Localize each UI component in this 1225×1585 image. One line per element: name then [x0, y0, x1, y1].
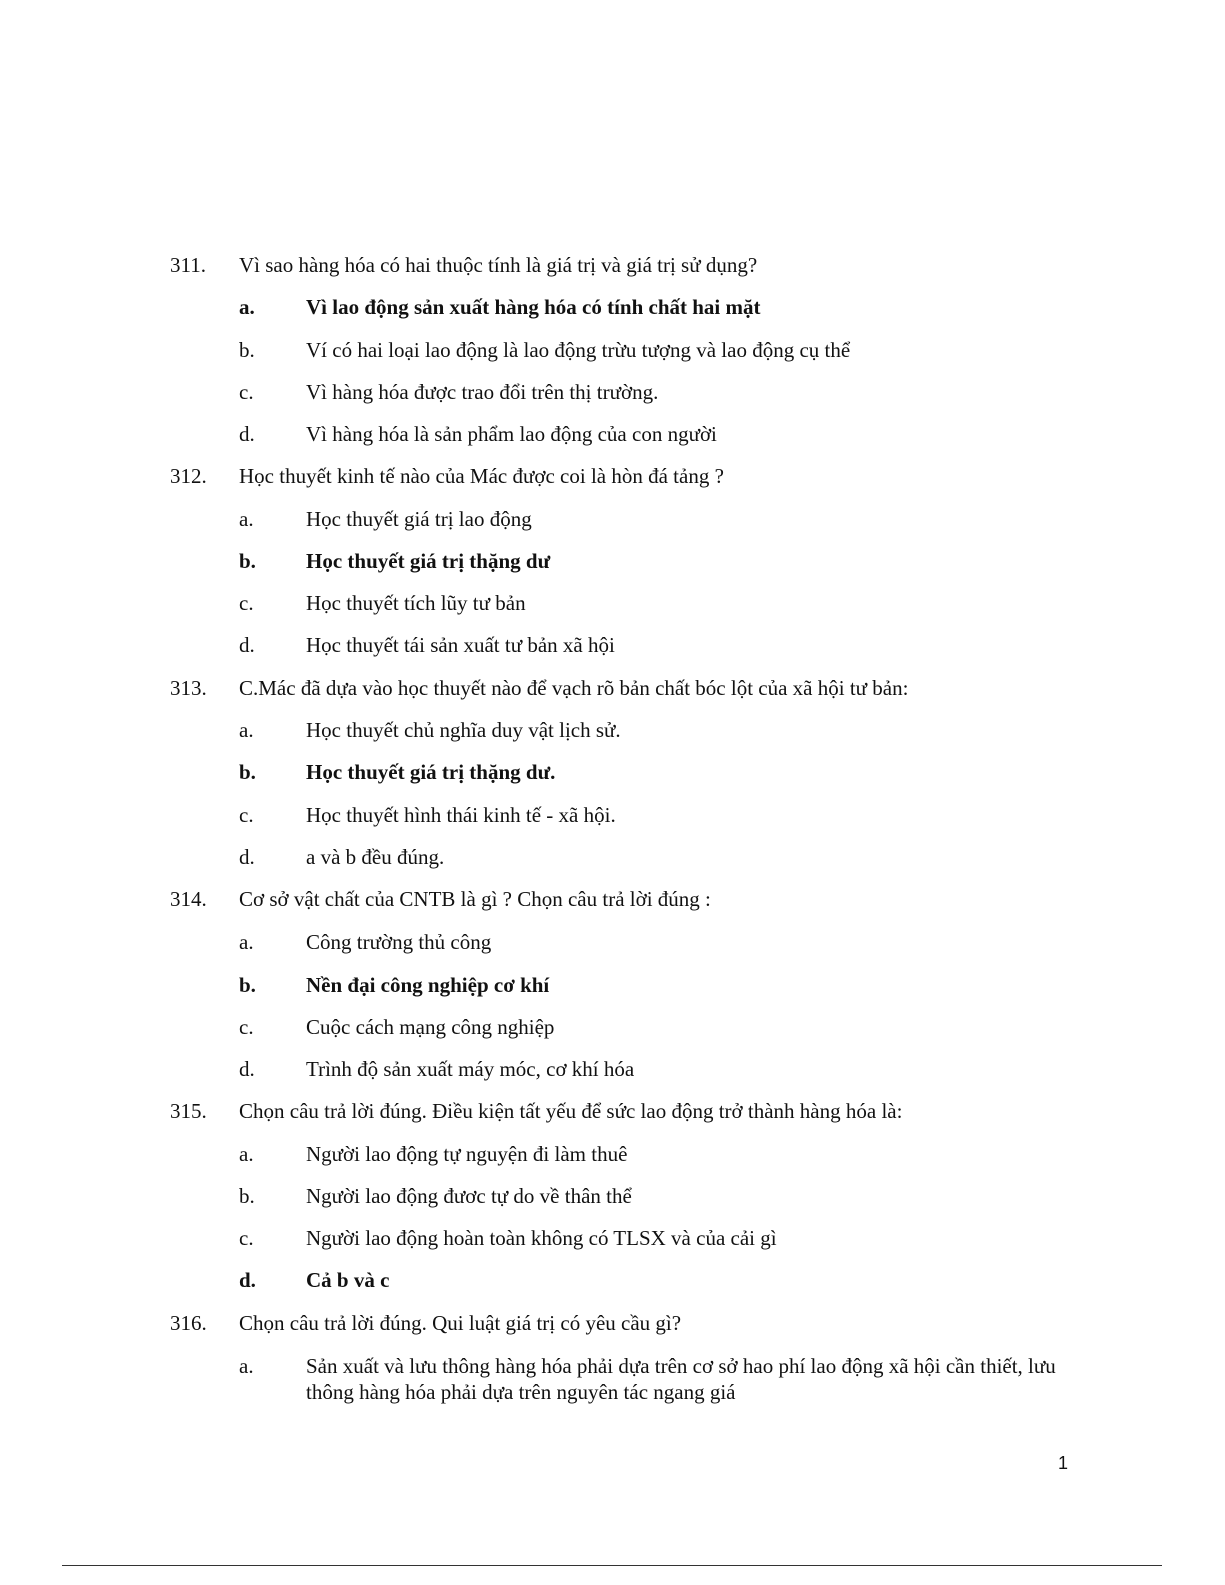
- option-label: a.: [239, 1354, 254, 1378]
- option-text: Người lao động tự nguyện đi làm thuê: [306, 1142, 628, 1166]
- option-label: c.: [239, 1226, 254, 1250]
- option-text: Học thuyết giá trị thặng dư: [306, 549, 551, 573]
- option-text: Vì hàng hóa là sản phẩm lao động của con người: [306, 422, 717, 446]
- option-label: d.: [239, 845, 255, 869]
- option-label: c.: [239, 380, 254, 404]
- question-text: C.Mác đã dựa vào học thuyết nào để vạch rõ bản chất bóc lột của xã hội tư bản:: [239, 676, 909, 700]
- option-text: Trình độ sản xuất máy móc, cơ khí hóa: [306, 1057, 635, 1081]
- option-label: a.: [239, 295, 255, 319]
- option-label: b.: [239, 338, 255, 362]
- option-text: Học thuyết hình thái kinh tế - xã hội.: [306, 803, 616, 827]
- option-label: a.: [239, 507, 254, 531]
- question-number: 312.: [170, 464, 207, 488]
- question-text: Cơ sở vật chất của CNTB là gì ? Chọn câu trả lời đúng :: [239, 887, 711, 911]
- question-text: Chọn câu trả lời đúng. Qui luật giá trị có yêu cầu gì?: [239, 1311, 682, 1335]
- option-text: Học thuyết giá trị thặng dư.: [306, 760, 556, 784]
- option-label: d.: [239, 1268, 256, 1292]
- option-text: Vì hàng hóa được trao đổi trên thị trường.: [306, 380, 659, 404]
- option-label: a.: [239, 1142, 254, 1166]
- question-text: Chọn câu trả lời đúng. Điều kiện tất yếu để sức lao động trở thành hàng hóa là:: [239, 1099, 903, 1123]
- option-text: Học thuyết tích lũy tư bản: [306, 591, 526, 615]
- question-number: 316.: [170, 1311, 207, 1335]
- question-text: Vì sao hàng hóa có hai thuộc tính là giá trị và giá trị sử dụng?: [239, 253, 758, 277]
- option-text: Học thuyết giá trị lao động: [306, 507, 532, 531]
- option-text: Vì lao động sản xuất hàng hóa có tính chất hai mặt: [306, 295, 761, 319]
- option-text: Người lao động đươc tự do về thân thể: [306, 1184, 632, 1208]
- option-label: d.: [239, 1057, 255, 1081]
- option-text: Công trường thủ công: [306, 930, 492, 954]
- page-bottom-divider: [62, 1565, 1162, 1566]
- option-text: Sản xuất và lưu thông hàng hóa phải dựa trên cơ sở hao phí lao động xã hội cần thiết, lưu thông hàng hóa phải dựa trên nguyên tác ngang giá: [306, 1354, 1056, 1404]
- question-text: Học thuyết kinh tế nào của Mác được coi là hòn đá tảng ?: [239, 464, 724, 488]
- option-text: Ví có hai loại lao động là lao động trừu tượng và lao động cụ thể: [306, 338, 851, 362]
- option-label: b.: [239, 760, 256, 784]
- question-number: 315.: [170, 1099, 207, 1123]
- option-text: Người lao động hoàn toàn không có TLSX và của cải gì: [306, 1226, 777, 1250]
- option-label: a.: [239, 718, 254, 742]
- question-number: 314.: [170, 887, 207, 911]
- option-label: c.: [239, 803, 254, 827]
- option-label: d.: [239, 633, 255, 657]
- option-text: Học thuyết tái sản xuất tư bản xã hội: [306, 633, 615, 657]
- option-text: Học thuyết chủ nghĩa duy vật lịch sử.: [306, 718, 621, 742]
- option-text: Cả b và c: [306, 1268, 390, 1292]
- option-label: c.: [239, 1015, 254, 1039]
- option-label: c.: [239, 591, 254, 615]
- option-label: b.: [239, 1184, 255, 1208]
- option-label: b.: [239, 973, 256, 997]
- option-label: b.: [239, 549, 256, 573]
- option-text: Nền đại công nghiệp cơ khí: [306, 973, 550, 997]
- question-number: 313.: [170, 676, 207, 700]
- option-label: a.: [239, 930, 254, 954]
- option-text: Cuộc cách mạng công nghiệp: [306, 1015, 555, 1039]
- question-number: 311.: [170, 253, 206, 277]
- option-label: d.: [239, 422, 255, 446]
- page-number: 1: [1057, 1453, 1068, 1473]
- option-text: a và b đều đúng.: [306, 845, 445, 869]
